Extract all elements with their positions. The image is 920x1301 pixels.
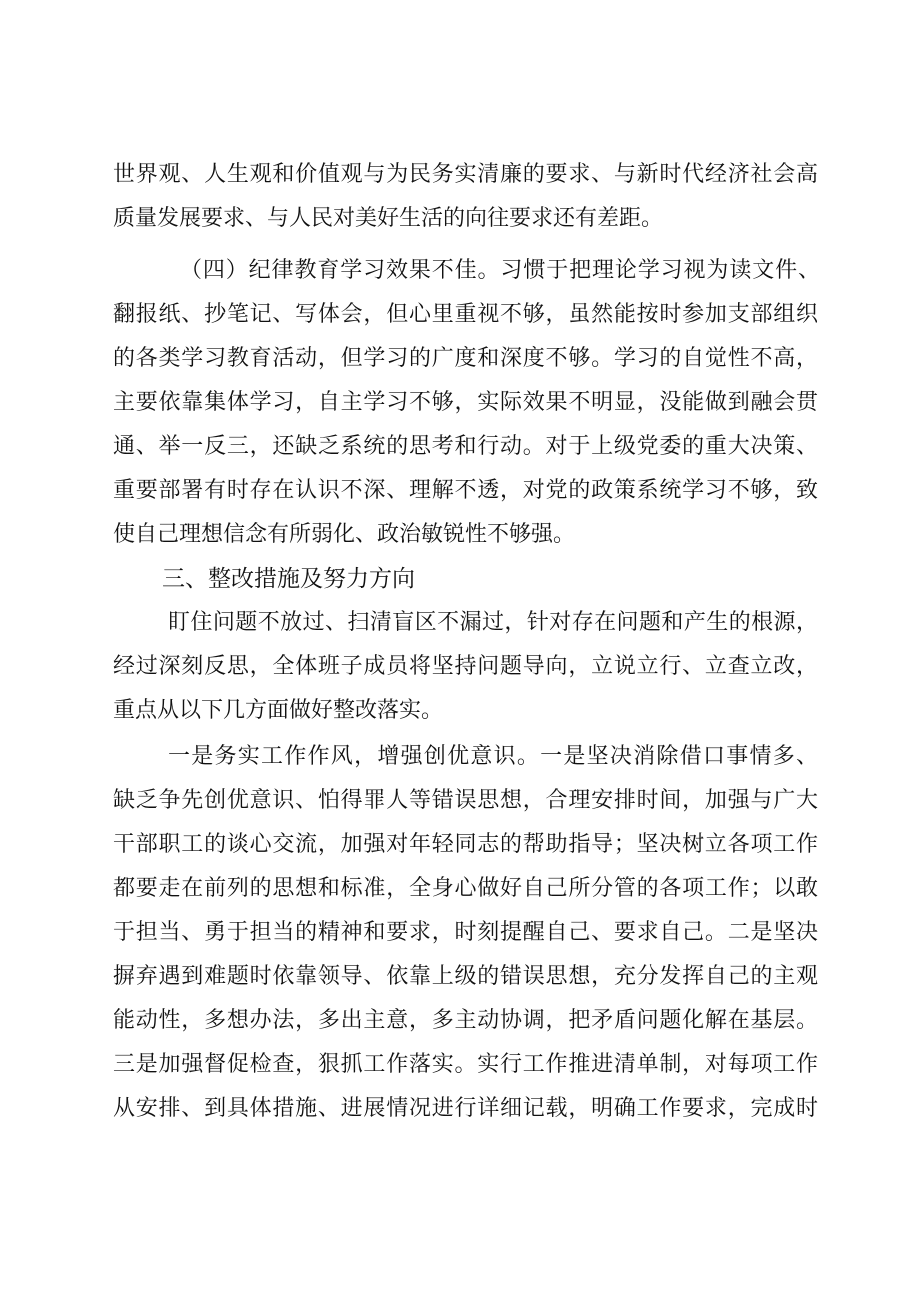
paragraph-line: 通、举一反三，还缺乏系统的思考和行动。对于上级党委的重大决策、 (113, 434, 818, 459)
paragraph-line: 经过深刻反思，全体班子成员将坚持问题导向，立说立行、立查立改， (113, 654, 818, 679)
paragraph-line: 重点从以下几方面做好整改落实。 (113, 698, 444, 723)
paragraph-line: 的各类学习教育活动，但学习的广度和深度不够。学习的自觉性不高， (113, 346, 818, 371)
paragraph-line: 世界观、人生观和价值观与为民务实清廉的要求、与新时代经济社会高 (113, 162, 818, 187)
paragraph-line: 一是务实工作作风，增强创优意识。一是坚决消除借口事情多、 (168, 744, 818, 769)
paragraph-line: 缺乏争先创优意识、怕得罪人等错误思想，合理安排时间，加强与广大 (113, 788, 818, 813)
paragraph-line: 重要部署有时存在认识不深、理解不透，对党的政策系统学习不够，致 (113, 478, 818, 503)
section-heading: 三、整改措施及努力方向 (162, 566, 415, 592)
paragraph-line: 质量发展要求、与人民对美好生活的向往要求还有差距。 (113, 206, 664, 231)
paragraph-line: 三是加强督促检查，狠抓工作落实。实行工作推进清单制，对每项工作 (113, 1052, 818, 1077)
paragraph-line: （四）纪律教育学习效果不佳。习惯于把理论学习视为读文件、 (180, 258, 820, 283)
paragraph-line: 主要依靠集体学习，自主学习不够，实际效果不明显，没能做到融会贯 (113, 390, 818, 415)
paragraph-line: 翻报纸、抄笔记、写体会，但心里重视不够，虽然能按时参加支部组织 (113, 302, 818, 327)
paragraph-line: 使自己理想信念有所弱化、政治敏锐性不够强。 (113, 522, 576, 547)
paragraph-line: 干部职工的谈心交流，加强对年轻同志的帮助指导；坚决树立各项工作 (113, 832, 818, 857)
paragraph-line: 都要走在前列的思想和标准，全身心做好自己所分管的各项工作；以敢 (113, 876, 818, 901)
paragraph-line: 于担当、勇于担当的精神和要求，时刻提醒自己、要求自己。二是坚决 (113, 920, 818, 945)
paragraph-line: 从安排、到具体措施、进展情况进行详细记载，明确工作要求，完成时 (113, 1096, 818, 1121)
paragraph-line: 摒弃遇到难题时依靠领导、依靠上级的错误思想，充分发挥自己的主观 (113, 964, 818, 989)
paragraph-line: 能动性，多想办法，多出主意，多主动协调，把矛盾问题化解在基层。 (113, 1008, 818, 1033)
paragraph-line: 盯住问题不放过、扫清盲区不漏过，针对存在问题和产生的根源， (168, 610, 818, 635)
